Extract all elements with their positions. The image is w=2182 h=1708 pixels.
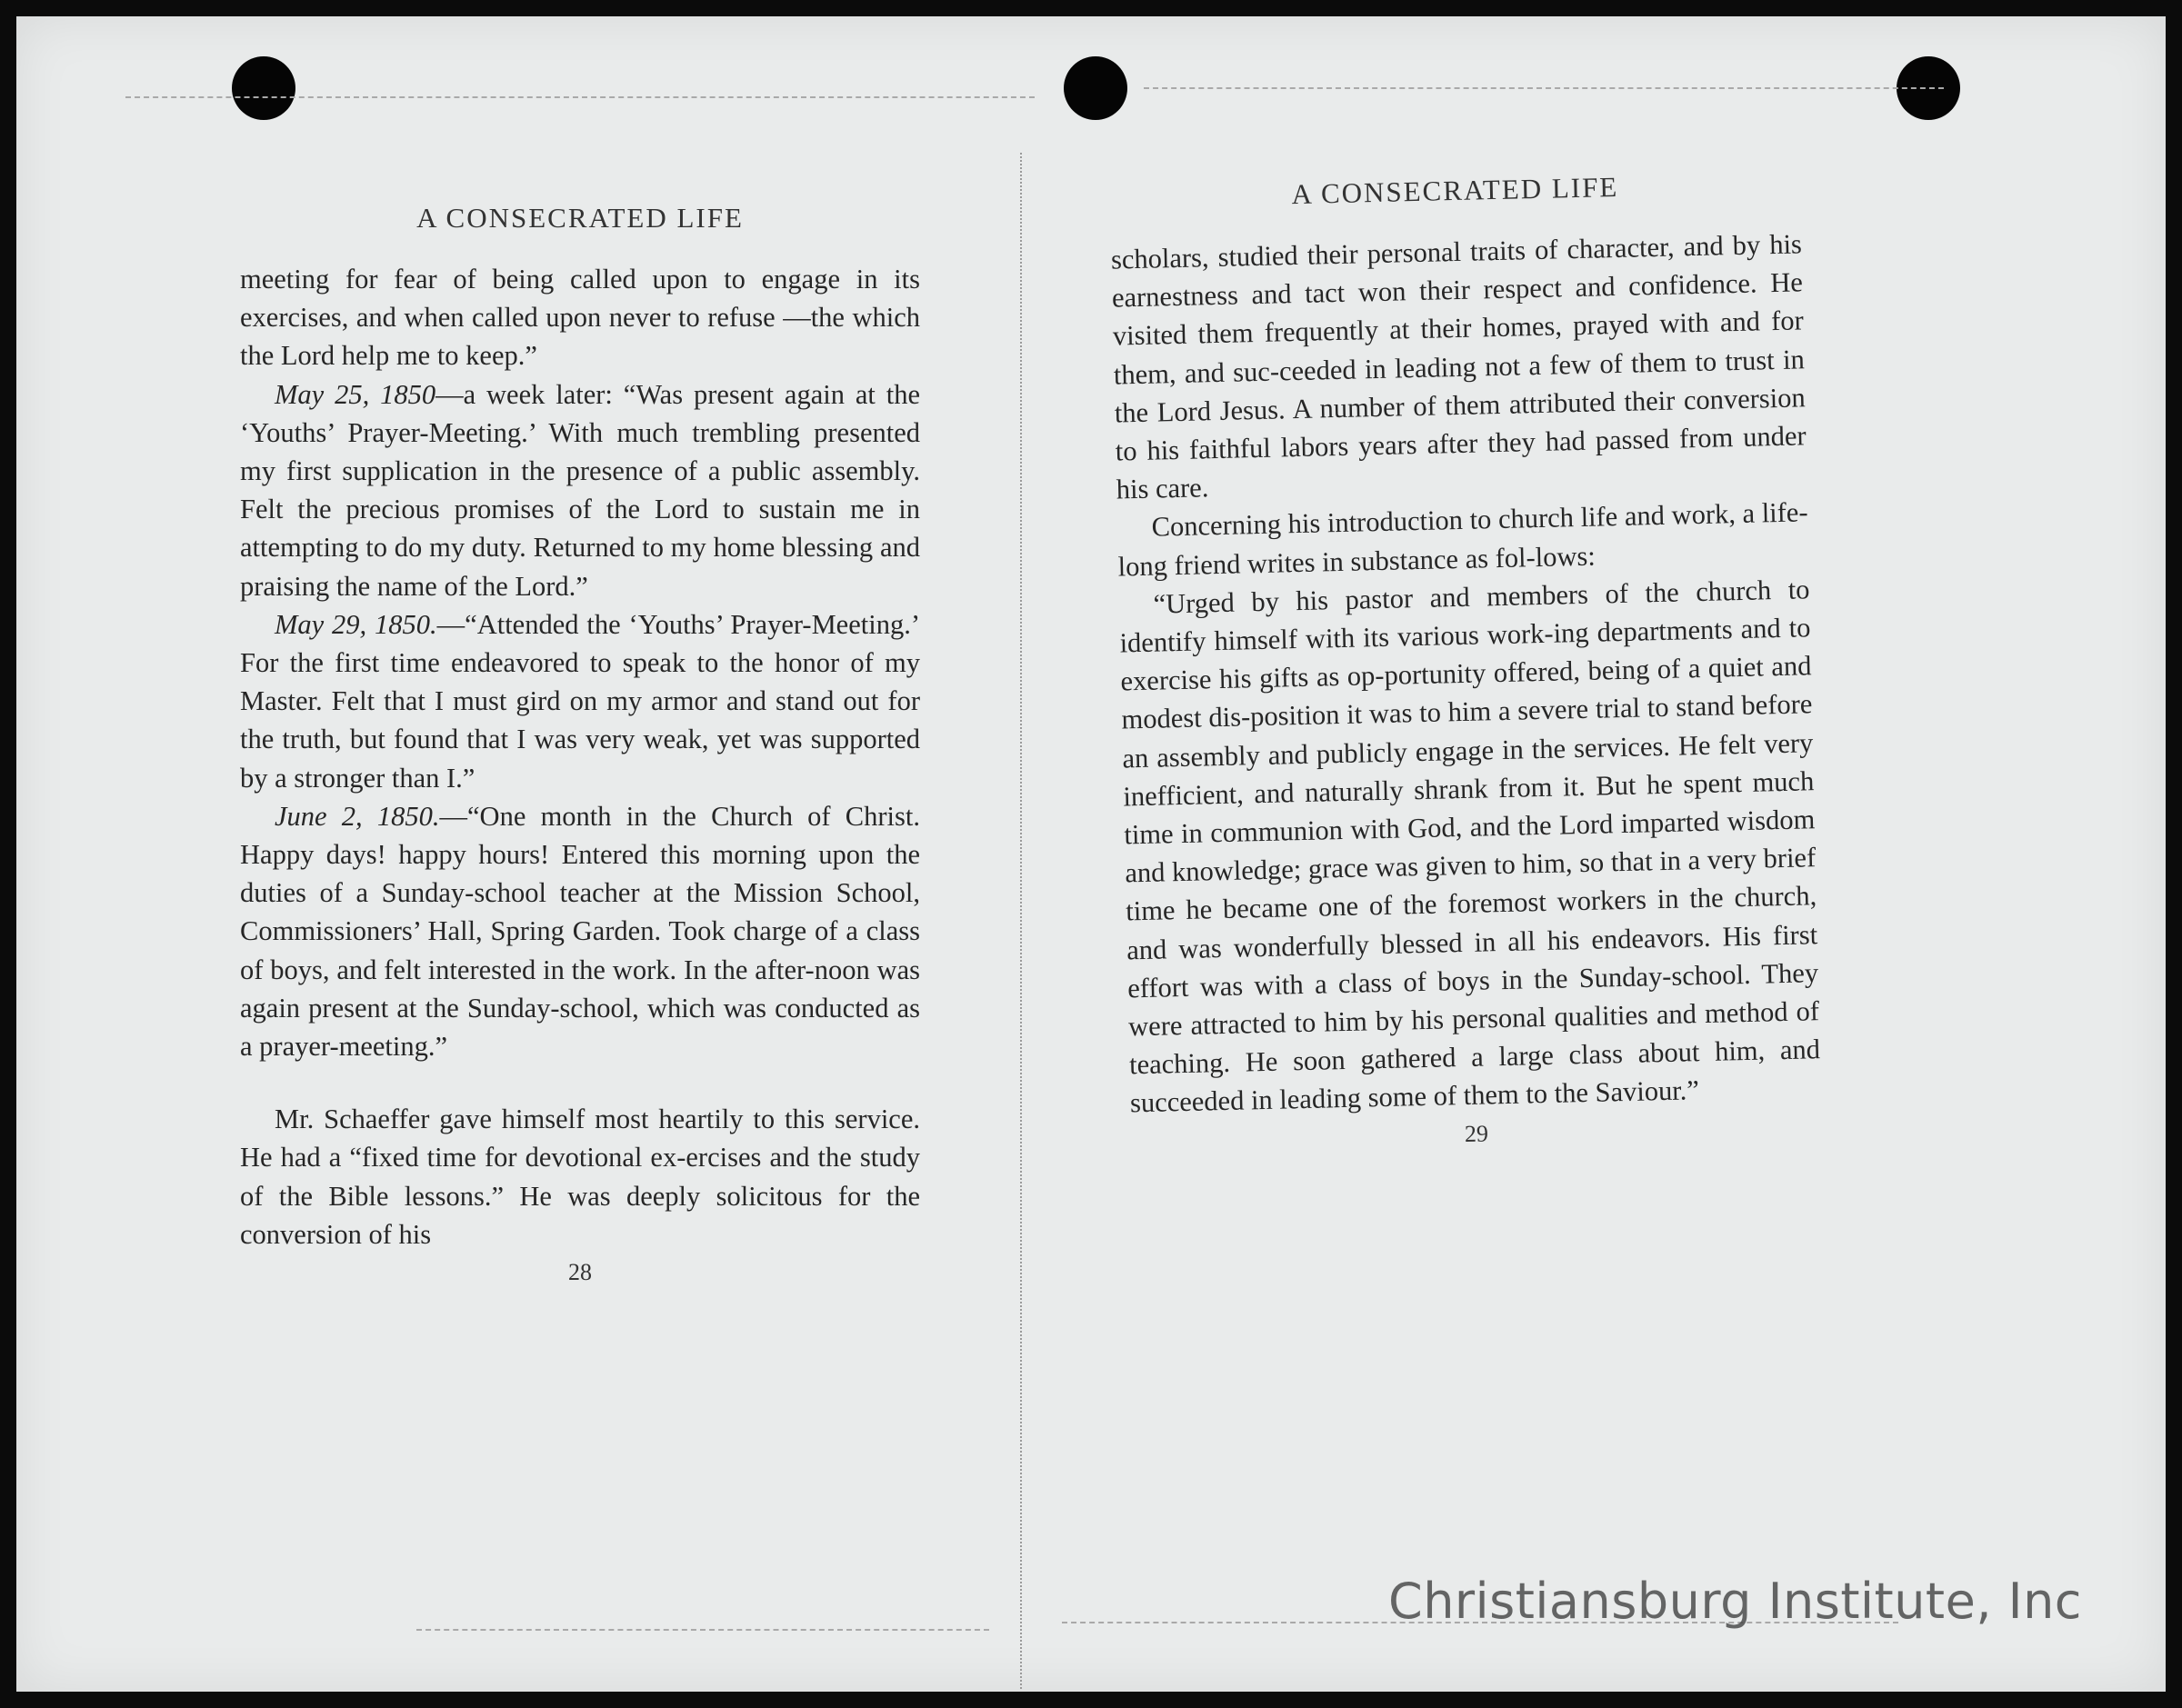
bottom-edge-mark: [416, 1629, 989, 1631]
paragraph-gap: [240, 1065, 920, 1100]
left-running-head: A CONSECRATED LIFE: [416, 202, 744, 234]
diary-date: June 2, 1850.: [275, 800, 440, 832]
left-paragraph-1: meeting for fear of being called upon to engage in its exercises, and when called upon never to refuse —the which the Lord help me to keep.”: [240, 264, 920, 372]
right-page-body: [1111, 225, 1822, 1123]
right-running-head: A CONSECRATED LIFE: [1291, 170, 1619, 211]
punch-hole-left: [232, 56, 295, 120]
left-paragraph-5: Mr. Schaeffer gave himself most heartily to this service. He had a “fixed time for devotional ex-ercises and the study of the Bible lessons.” He was deeply solicitous for the conversion of his: [240, 1104, 920, 1250]
left-page-number: 28: [568, 1259, 592, 1286]
left-page-body: [240, 260, 920, 1254]
right-page: [1109, 166, 1822, 1155]
diary-date: May 25, 1850: [275, 378, 436, 410]
right-page-number: 29: [1464, 1120, 1489, 1147]
center-fold-line: [1020, 153, 1022, 1689]
left-page: [240, 202, 920, 1286]
right-paragraph-1: scholars, studied their personal traits of character, and by his earnestness and tact won their respect and confidence. He visited them frequently at their homes, prayed with and for them, and suc-ceeded in leading not a few of them to trust in the Lord Jesus. A number of them attributed their conversion to his faithful labors years after they had passed from under his care.: [1110, 228, 1807, 505]
top-edge-mark: [125, 96, 1035, 98]
top-edge-mark: [1144, 87, 1944, 89]
left-paragraph-4: June 2, 1850.—“One month in the Church of Christ. Happy days! happy hours! Entered this morning upon the duties of a Sunday-school teacher at the Mission School, Commissioners’ Hall, Spring Garden. Took charge of a class of boys, and felt interested in the work. In the after-noon was again present at the Sunday-school, which was conducted as a prayer-meeting.”: [240, 800, 920, 1063]
right-quoted-paragraph: “Urged by his pastor and members of the church to identify himself with its various work-ing departments and to exercise his gifts as op-portunity offered, being of a quiet and modest dis-position it was to him a severe trial to stand before an assembly and publicly engage in the services. He felt very inefficient, and naturally shrank from it. But he spent much time in communion with God, and the Lord imparted wisdom and knowledge; grace was given to him, so that in a very brief time he became one of the foremost workers in the church, and was wonderfully blessed in all his endeavors. His first effort was with a class of boys in the Sunday-school. They were attracted to him by his personal qualities and method of teaching. He soon gathered a large class about him, and succeeded in leading some of them to the Saviour.”: [1119, 574, 1821, 1119]
diary-date: May 29, 1850.: [275, 608, 437, 640]
left-paragraph-3: May 29, 1850.—“Attended the ‘Youths’ Prayer-Meeting.’ For the first time endeavored to speak to the honor of my Master. Felt that I must gird on my armor and stand out for the truth, but found that I was very weak, yet was supported by a stronger than I.”: [240, 608, 920, 794]
punch-hole-center: [1064, 56, 1127, 120]
right-paragraph-2: Concerning his introduction to church life and work, a life-long friend writes in substance as fol-lows:: [1117, 496, 1808, 583]
left-paragraph-2: May 25, 1850—a week later: “Was present again at the ‘Youths’ Prayer-Meeting.’ With much trembling presented my first supplication in the presence of a public assembly. Felt the precious promises of the Lord to sustain me in attempting to do my duty. Returned to my home blessing and praising the name of the Lord.”: [240, 378, 920, 602]
institution-watermark: Christiansburg Institute, Inc: [1387, 1573, 2082, 1630]
